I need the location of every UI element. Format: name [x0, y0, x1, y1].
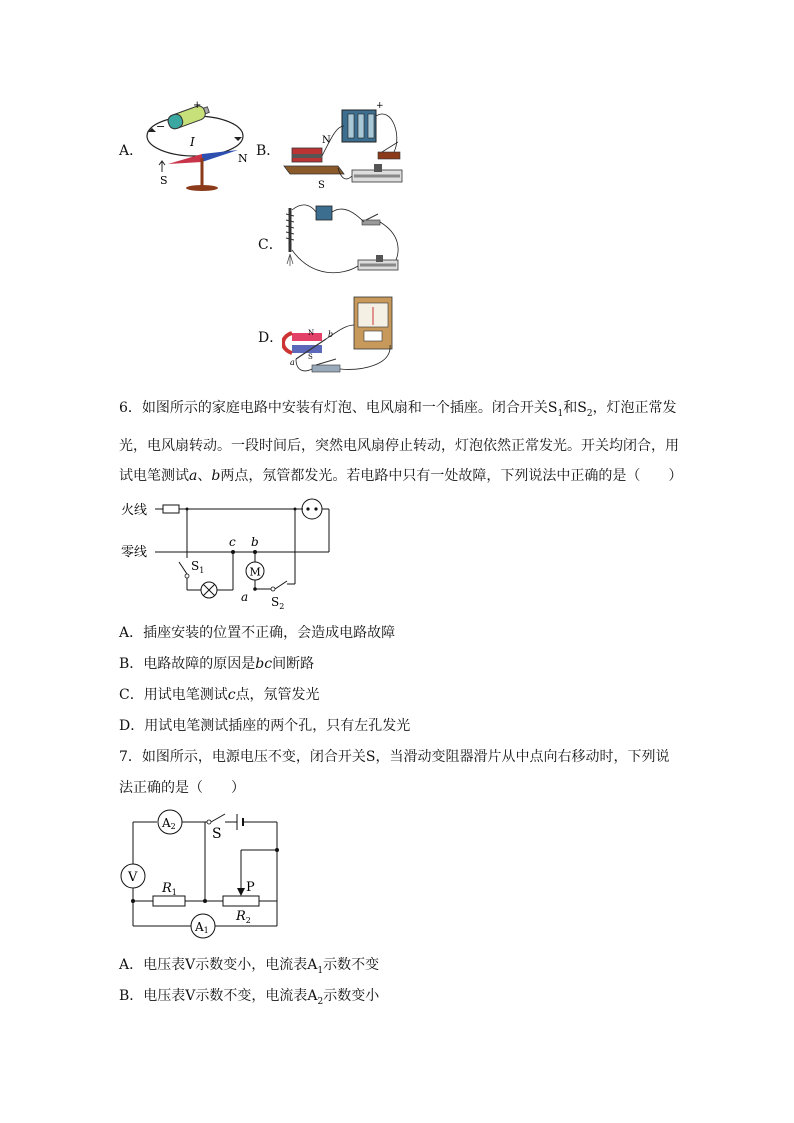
q7-option-a-text-end: 示数不变	[323, 957, 380, 973]
q6-stem-text-5: 两点，氖管都发光。若电路中只有一处故障，下列说法中正确的是（ ）	[220, 468, 683, 484]
q6-option-a: A．插座安装的位置不正确，会造成电路故障	[119, 625, 396, 641]
slider-p-label: P	[246, 880, 255, 895]
q6-option-c-text-end: 点，氖管发光	[235, 687, 320, 703]
rheostat-icon	[358, 255, 398, 270]
s2-label: $S_2$	[271, 595, 285, 611]
q6-option-c	[119, 685, 320, 705]
a1-label: A1	[195, 920, 209, 935]
socket-icon	[302, 499, 322, 519]
s1-label: $S_1$	[191, 559, 205, 575]
q6-stem-sub-1: 1	[557, 408, 564, 419]
q6-stem-text-3: ，灯泡正常发	[592, 400, 677, 416]
q6-stem-line-2: 光，电风扇转动。一段时间后，突然电风扇停止转动，灯泡依然正常发光。开关均闭合，用	[119, 438, 679, 454]
q7-option-b-text-end: 示数变小	[323, 988, 380, 1004]
q6-option-c-text: C．用试电笔测试	[119, 687, 228, 703]
q7-option-a-sub: 1	[317, 965, 324, 976]
current-label: I	[190, 135, 195, 149]
q5-option-b-label: B．	[256, 143, 281, 159]
q5-option-c-label: C．	[258, 237, 283, 253]
rheostat-r2-icon	[223, 896, 259, 906]
current-arrow-right	[234, 137, 242, 141]
switch-s2-icon	[275, 581, 287, 589]
q6-option-b-var: bc	[255, 656, 273, 672]
point-c-label: c	[229, 535, 236, 549]
electromagnet-coil-icon	[286, 208, 294, 266]
a2-label: A2	[162, 816, 176, 831]
switch-s-icon	[211, 814, 225, 822]
q6-option-c-var: c	[227, 687, 236, 703]
switch-icon	[362, 220, 380, 225]
q6-stem-sub-2: 2	[586, 408, 593, 419]
q7-option-b-text: B．电压表V示数不变，电流表A	[119, 988, 318, 1004]
r1-label: $R_1$	[162, 881, 177, 897]
live-wire-label: 火线	[121, 503, 148, 518]
plus-sign: +	[376, 101, 384, 111]
fuse-icon	[163, 505, 179, 513]
north-label: N	[308, 329, 315, 337]
switch-s-label: S	[212, 826, 222, 842]
q5-figure-d	[282, 295, 412, 385]
q7-option-a-text: A．电压表V示数变小，电流表A	[119, 957, 318, 973]
q6-stem-text-4: 试电笔测试	[119, 468, 189, 484]
plus-sign: +	[193, 100, 202, 111]
switch-s1-icon	[179, 562, 187, 574]
resistor-r1-icon	[153, 896, 185, 906]
rheostat-icon	[352, 164, 402, 182]
point-a-label: a	[241, 590, 249, 604]
q6-option-d: D．用试电笔测试插座的两个孔，只有左孔发光	[119, 718, 411, 734]
point-a-label: a	[290, 358, 295, 367]
q6-stem-text-2: 和S	[563, 400, 587, 416]
battery-icon	[166, 103, 210, 131]
galvanometer-icon	[354, 297, 392, 349]
junction-c	[231, 550, 235, 554]
q7-option-b	[119, 986, 379, 1012]
horseshoe-magnet-icon	[283, 333, 322, 353]
q6-option-b	[119, 654, 314, 674]
q6-circuit-diagram	[115, 494, 345, 614]
south-label: S	[318, 180, 325, 191]
q6-var-b: b	[211, 468, 221, 484]
q6-option-b-text-end: 间断路	[272, 656, 315, 672]
q6-stem-text-1: 6．如图所示的家庭电路中安装有灯泡、电风扇和一个插座。闭合开关S	[119, 400, 558, 416]
q7-option-b-sub: 2	[317, 996, 324, 1007]
q6-stem-sep: 、	[197, 468, 212, 484]
q5-figure-b	[282, 96, 412, 196]
battery-icon	[316, 206, 332, 220]
voltmeter-label: V	[128, 870, 138, 885]
battery-pack-icon	[342, 110, 376, 142]
switch-icon	[378, 152, 400, 159]
battery-icon	[237, 814, 243, 830]
switch-icon	[312, 365, 340, 372]
neutral-wire-label: 零线	[121, 545, 148, 560]
q6-option-b-text: B．电路故障的原因是	[119, 656, 256, 672]
q7-option-a	[119, 955, 379, 981]
q5-option-d-label: D．	[258, 330, 284, 346]
q7-stem-line-2: 法正确的是（ ）	[119, 780, 245, 796]
compass-needle-icon	[168, 150, 238, 191]
q5-figure-a	[140, 96, 255, 196]
lamp-icon	[201, 582, 217, 598]
south-label: S	[308, 353, 313, 361]
q7-circuit-diagram	[115, 806, 295, 946]
south-label: S	[160, 174, 168, 187]
q6-var-a: a	[189, 468, 198, 484]
q6-stem-line-1	[119, 398, 677, 424]
wooden-base	[284, 166, 344, 174]
q5-option-a-label: A．	[119, 143, 144, 159]
q5-figure-c	[282, 200, 402, 280]
point-b-label: b	[328, 330, 334, 339]
q6-stem-line-3	[119, 466, 682, 486]
north-label: N	[238, 152, 248, 165]
point-b-label: b	[251, 535, 259, 549]
north-label: N	[322, 135, 331, 146]
r2-label: $R_2$	[236, 909, 251, 925]
q7-stem-line-1: 7．如图所示，电源电压不变，闭合开关S，当滑动变阻器滑片从中点向右移动时，下列说	[119, 749, 670, 765]
motor-label: M	[249, 565, 261, 579]
minus-sign: −	[156, 120, 166, 133]
